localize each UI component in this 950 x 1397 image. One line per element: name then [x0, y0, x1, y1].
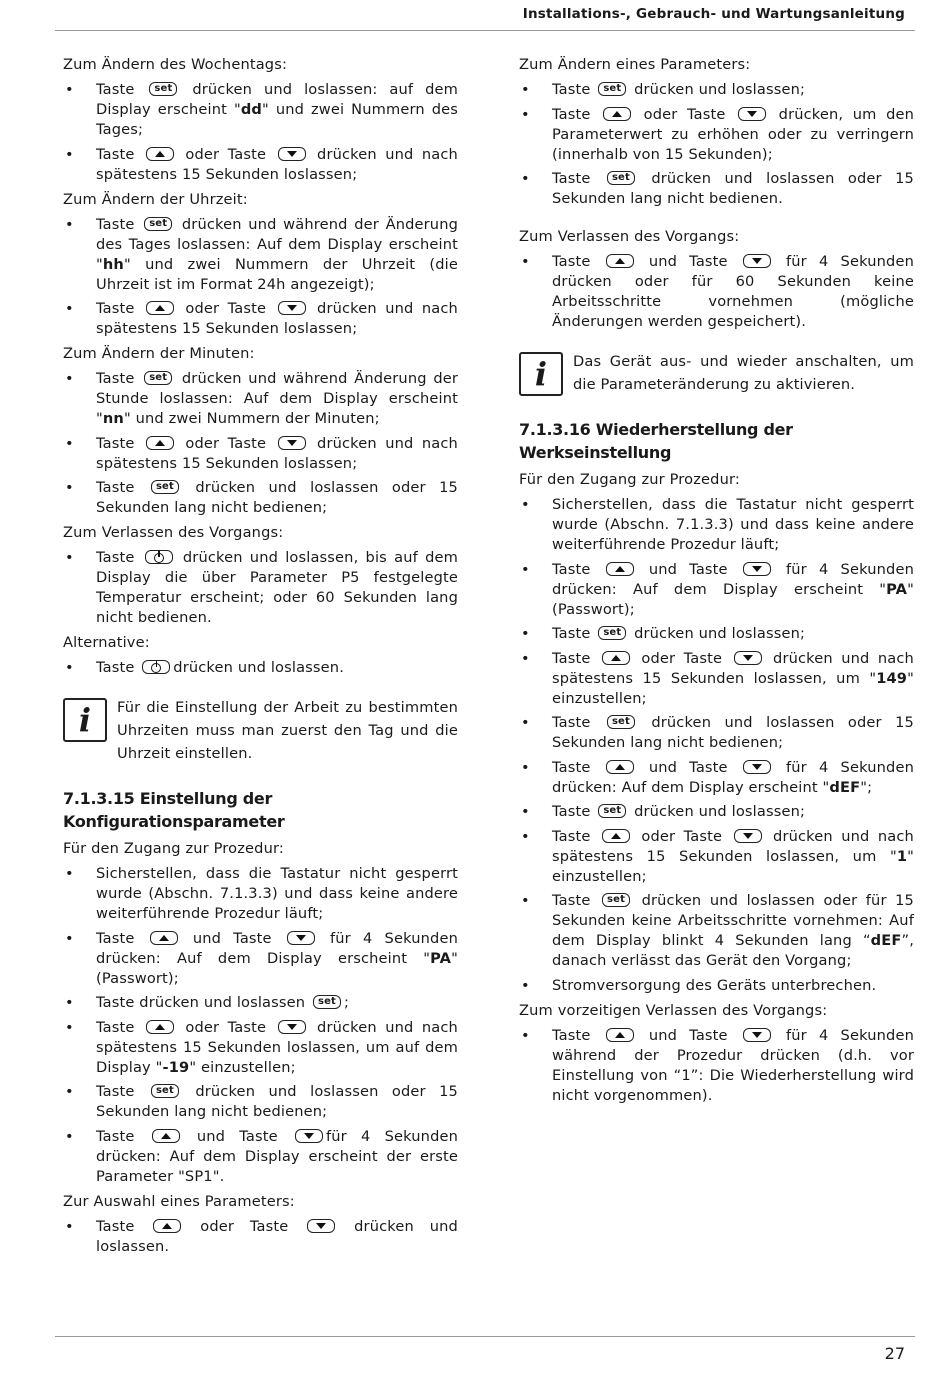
right-column	[519, 55, 914, 1111]
down-key-icon	[743, 1028, 771, 1042]
info-icon: i	[63, 698, 107, 742]
page-header	[55, 0, 915, 31]
down-key-icon	[278, 1020, 306, 1034]
list-item: • Taste und Taste für 4 Sekunden während der Prozedur drücken (d.h. vor Einstellung von “1”: Die Wiederherstellung wird nicht vorgenommen).	[519, 1026, 914, 1106]
down-key-icon	[743, 254, 771, 268]
list-item: • Taste set drücken und loslassen: auf dem Display erscheint "dd" und zwei Nummern des Tages;	[63, 80, 458, 140]
set-key-icon	[598, 82, 626, 96]
power-key-icon	[145, 550, 173, 564]
hour-intro: Zum Ändern der Uhrzeit:	[63, 190, 248, 208]
page-number: 27	[884, 1344, 905, 1363]
down-key-icon	[734, 651, 762, 665]
info-icon: i	[519, 352, 563, 396]
list-item: • Taste oder Taste drücken und nach spätestens 15 Sekunden loslassen, um "149" einzustellen;	[519, 649, 914, 709]
list-item: • Stromversorgung des Geräts unterbrechen.	[519, 976, 914, 996]
reset-list	[519, 495, 914, 996]
set-key-icon	[313, 995, 341, 1009]
power-key-icon	[142, 660, 170, 674]
early-exit-intro: Zum vorzeitigen Verlassen des Vorgangs:	[519, 1001, 828, 1019]
list-item: • Taste und Taste für 4 Sekunden drücken: Auf dem Display erscheint "PA" (Passwort);	[519, 560, 914, 620]
down-key-icon	[307, 1219, 335, 1233]
list-item: • Taste set drücken und während Änderung der Stunde loslassen: Auf dem Display erscheint "nn" und zwei Nummern der Minuten;	[63, 369, 458, 429]
left-column	[63, 55, 458, 1262]
list-item: • Taste und Taste für 4 Sekunden drücken: Auf dem Display erscheint der erste Parameter "SP1".	[63, 1127, 458, 1187]
up-key-icon	[606, 760, 634, 774]
set-key-icon	[607, 715, 635, 729]
exit-list	[519, 252, 914, 332]
set-key-icon	[598, 804, 626, 818]
list-item: • Sicherstellen, dass die Tastatur nicht gesperrt wurde (Abschn. 7.1.3.3) und dass keine andere weiterführende Prozedur läuft;	[519, 495, 914, 555]
change-list	[519, 80, 914, 209]
set-key-icon	[602, 893, 630, 907]
section-heading-config: 7.1.3.15 Einstellung der Konfigurationsparameter	[63, 789, 285, 831]
access-intro: Für den Zugang zur Prozedur:	[519, 471, 740, 488]
select-list	[63, 1217, 458, 1257]
list-item: • Taste set drücken und loslassen oder 15 Sekunden lang nicht bedienen.	[519, 169, 914, 209]
access-intro: Für den Zugang zur Prozedur:	[63, 840, 284, 857]
list-item: • Taste set drücken und loslassen oder 15 Sekunden lang nicht bedienen;	[63, 478, 458, 518]
down-key-icon	[287, 931, 315, 945]
set-key-icon	[598, 626, 626, 640]
section-heading-reset: 7.1.3.16 Wiederherstellung der Werkseinstellung	[519, 420, 793, 462]
info-note	[63, 696, 458, 765]
down-key-icon	[738, 107, 766, 121]
list-item: • Taste set drücken und loslassen;	[519, 80, 914, 100]
up-key-icon	[153, 1219, 181, 1233]
access-list	[63, 864, 458, 1187]
list-item: • Taste oder Taste drücken und nach spätestens 15 Sekunden loslassen;	[63, 434, 458, 474]
set-key-icon	[149, 82, 177, 96]
list-item: • Taste und Taste für 4 Sekunden drücken: Auf dem Display erscheint "PA" (Passwort);	[63, 929, 458, 989]
list-item: • Taste und Taste für 4 Sekunden drücken: Auf dem Display erscheint "dEF";	[519, 758, 914, 798]
down-key-icon	[295, 1129, 323, 1143]
up-key-icon	[150, 931, 178, 945]
set-key-icon	[144, 371, 172, 385]
up-key-icon	[606, 254, 634, 268]
minute-intro: Zum Ändern der Minuten:	[63, 345, 255, 362]
up-key-icon	[602, 651, 630, 665]
list-item: • Taste set drücken und loslassen;	[519, 624, 914, 644]
list-item: • Taste drücken und loslassen set ;	[63, 993, 458, 1013]
down-key-icon	[743, 562, 771, 576]
list-item: • Taste set drücken und loslassen oder 15 Sekunden lang nicht bedienen;	[519, 713, 914, 753]
up-key-icon	[146, 301, 174, 315]
header-title: Installations-, Gebrauch- und Wartungsanleitung	[522, 6, 905, 22]
list-item: • Taste oder Taste drücken und nach spätestens 15 Sekunden loslassen, um "1" einzustellen;	[519, 827, 914, 887]
hour-list	[63, 215, 458, 340]
weekday-intro: Zum Ändern des Wochentags:	[63, 56, 288, 73]
up-key-icon	[603, 107, 631, 121]
list-item: • Taste drücken und loslassen, bis auf dem Display die über Parameter P5 festgelegte Temperatur erscheint; oder 60 Sekunden lang nicht bedienen.	[63, 548, 458, 628]
set-key-icon	[144, 217, 172, 231]
list-item: • Sicherstellen, dass die Tastatur nicht gesperrt wurde (Abschn. 7.1.3.3) und dass keine andere weiterführende Prozedur läuft;	[63, 864, 458, 924]
list-item: • Taste oder Taste drücken und nach spätestens 15 Sekunden loslassen, um auf dem Display "-19" einzustellen;	[63, 1018, 458, 1078]
down-key-icon	[278, 436, 306, 450]
alternative-list	[63, 658, 458, 678]
note-text: Für die Einstellung der Arbeit zu bestimmten Uhrzeiten muss man zuerst den Tag und die Uhrzeit einstellen.	[117, 699, 458, 762]
footer-rule	[55, 1336, 915, 1337]
select-intro: Zur Auswahl eines Parameters:	[63, 1192, 295, 1210]
up-key-icon	[602, 829, 630, 843]
list-item: • Taste oder Taste drücken und loslassen.	[63, 1217, 458, 1257]
exit-intro: Zum Verlassen des Vorgangs:	[63, 524, 284, 541]
list-item: • Taste oder Taste drücken und nach spätestens 15 Sekunden loslassen;	[63, 299, 458, 339]
set-key-icon	[151, 480, 179, 494]
set-key-icon	[151, 1084, 179, 1098]
list-item: • Taste set drücken und loslassen;	[519, 802, 914, 822]
exit-intro: Zum Verlassen des Vorgangs:	[519, 228, 740, 245]
list-item: • Taste und Taste für 4 Sekunden drücken oder für 60 Sekunden keine Arbeitsschritte vornehmen (mögliche Änderungen werden gespeichert).	[519, 252, 914, 332]
up-key-icon	[146, 1020, 174, 1034]
info-note	[519, 350, 914, 396]
up-key-icon	[152, 1129, 180, 1143]
weekday-list	[63, 80, 458, 185]
down-key-icon	[734, 829, 762, 843]
up-key-icon	[146, 436, 174, 450]
list-item: • Taste oder Taste drücken, um den Parameterwert zu erhöhen oder zu verringern (innerhalb von 15 Sekunden);	[519, 105, 914, 165]
note-text: Das Gerät aus- und wieder anschalten, um die Parameteränderung zu aktivieren.	[573, 353, 914, 393]
set-key-icon	[607, 171, 635, 185]
list-item: • Taste drücken und loslassen.	[63, 658, 458, 678]
exit-list	[63, 548, 458, 628]
change-intro: Zum Ändern eines Parameters:	[519, 56, 751, 73]
minute-list	[63, 369, 458, 518]
down-key-icon	[278, 147, 306, 161]
list-item: • Taste oder Taste drücken und nach spätestens 15 Sekunden loslassen;	[63, 145, 458, 185]
up-key-icon	[606, 562, 634, 576]
down-key-icon	[278, 301, 306, 315]
early-exit-list	[519, 1026, 914, 1106]
up-key-icon	[146, 147, 174, 161]
list-item: • Taste set drücken und loslassen oder 15 Sekunden lang nicht bedienen;	[63, 1082, 458, 1122]
list-item: • Taste set drücken und während der Änderung des Tages loslassen: Auf dem Display erscheint "hh" und zwei Nummern der Uhrzeit (die Uhrzeit ist im Format 24h angezeigt);	[63, 215, 458, 295]
list-item: • Taste set drücken und loslassen oder für 15 Sekunden keine Arbeitsschritte vornehmen: Auf dem Display blinkt 4 Sekunden lang “dEF”, danach verlässt das Gerät den Vorgang;	[519, 891, 914, 971]
up-key-icon	[606, 1028, 634, 1042]
down-key-icon	[743, 760, 771, 774]
alternative-intro: Alternative:	[63, 634, 150, 651]
